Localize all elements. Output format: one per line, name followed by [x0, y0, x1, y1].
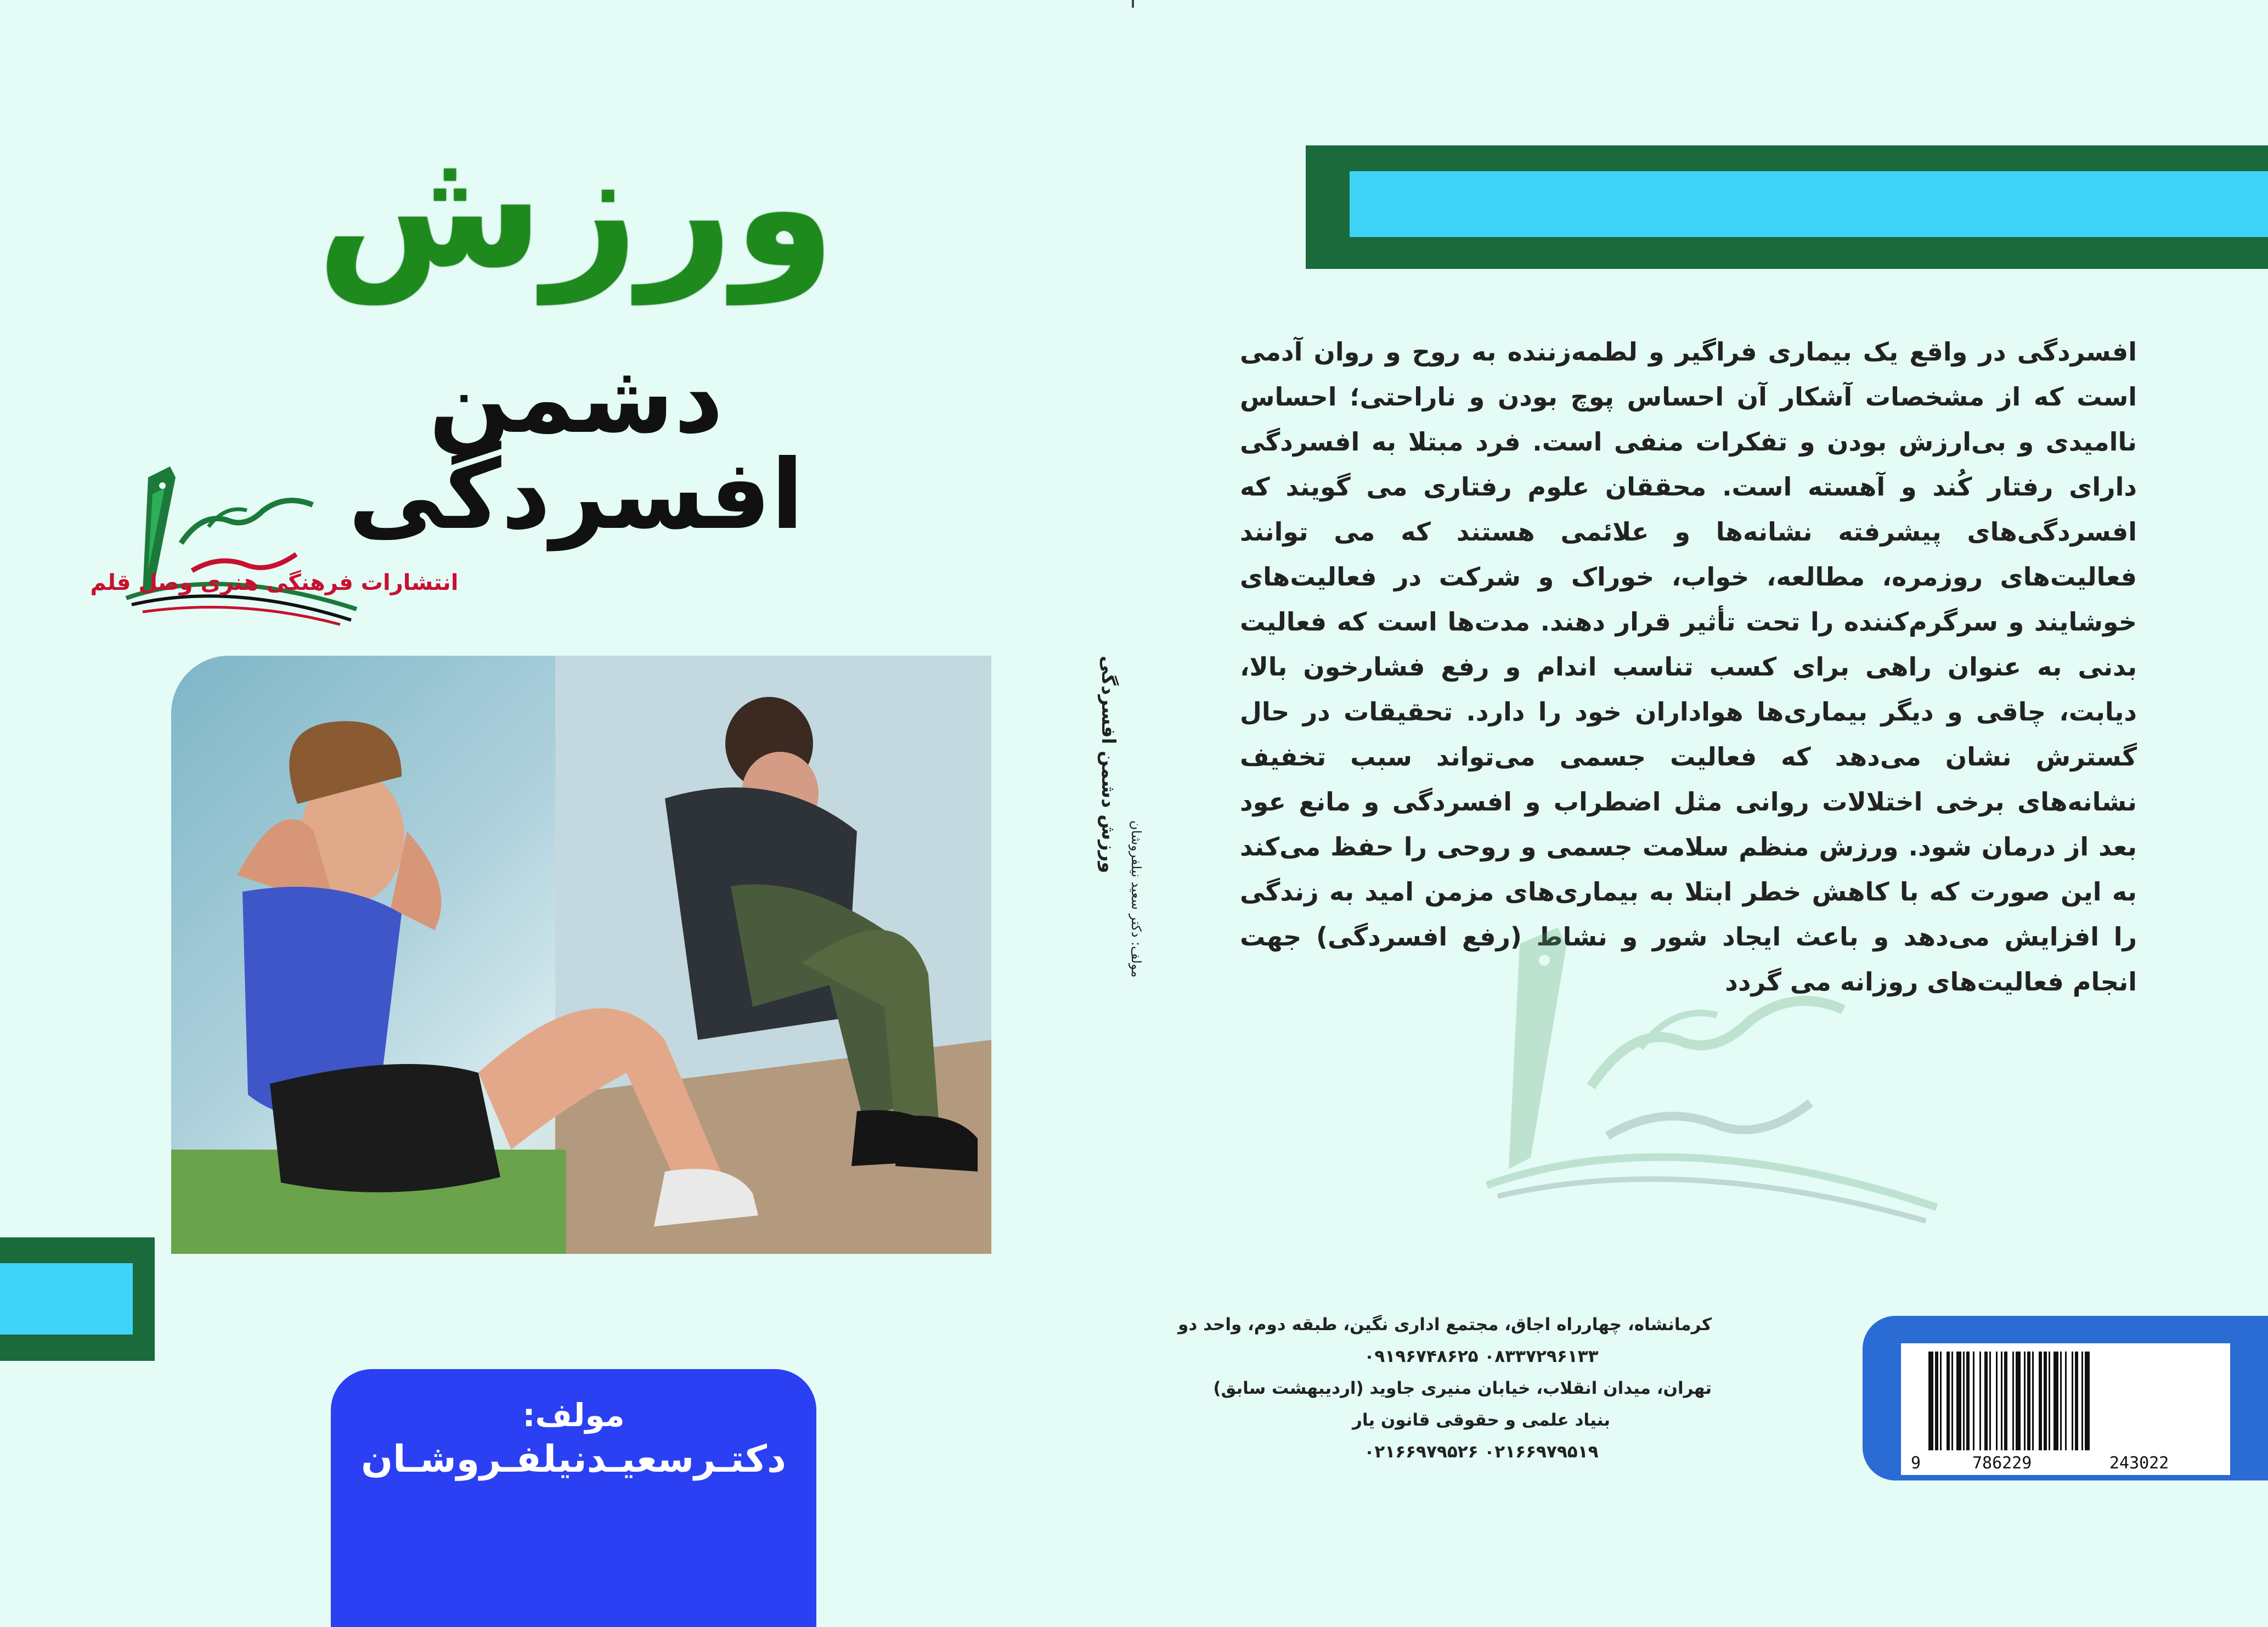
barcode-bar	[2085, 1352, 2090, 1450]
publisher-address	[1178, 1309, 1712, 1468]
publisher-logo	[90, 461, 459, 626]
barcode-bar	[1996, 1352, 1998, 1450]
barcode-bar	[1928, 1352, 1933, 1450]
barcode-bar	[2032, 1352, 2034, 1450]
address-line: بنیاد علمی و حقوقی قانون یار	[1352, 1410, 1611, 1430]
barcode-bar	[2039, 1352, 2042, 1450]
barcode-bar	[1963, 1352, 1965, 1450]
author-label: مولف:	[522, 1397, 625, 1434]
barcode-bar	[2027, 1352, 2030, 1450]
barcode-bar	[1940, 1352, 1942, 1450]
spine-tick	[1132, 0, 1134, 8]
address-line: ۰۸۳۳۷۲۹۶۱۳۳ ۰۹۱۹۶۷۴۸۶۲۵	[1364, 1347, 1599, 1366]
barcode-bar	[1984, 1352, 1988, 1450]
barcode-bar	[1973, 1352, 1974, 1450]
barcode-bar	[1951, 1352, 1953, 1450]
spine-title: ورزش دشمن افسردگی	[1097, 656, 1119, 874]
barcode-bar	[2012, 1352, 2014, 1450]
barcode	[1901, 1343, 2230, 1475]
barcode-bar	[2024, 1352, 2026, 1450]
barcode-bar	[1947, 1352, 1950, 1450]
author-box	[331, 1369, 816, 1627]
back-accent-bar-inner	[1350, 171, 2268, 237]
barcode-bar	[2053, 1352, 2058, 1450]
cover-title: ورزش	[317, 112, 836, 304]
address-line: کرمانشاه، چهارراه اجاق، مجتمع اداری نگین، طبقه دوم، واحد دو	[1178, 1315, 1712, 1335]
spine-author: مولف: دکتر سعید نیلفروشان	[1129, 820, 1144, 978]
publisher-logo-text: انتشارات فرهنگی هنری وصل قلم	[90, 570, 459, 595]
barcode-bar	[2049, 1352, 2050, 1450]
front-accent-bar-inner	[0, 1263, 133, 1335]
barcode-bar	[1979, 1352, 1981, 1450]
barcode-bar	[2016, 1352, 2021, 1450]
barcode-digit-left: 9	[1911, 1454, 1921, 1473]
address-line: تهران، میدان انقلاب، خیابان منیری جاوید (اردیبهشت سابق)	[1213, 1378, 1712, 1398]
barcode-bar	[2060, 1352, 2062, 1450]
back-blurb: افسردگی در واقع یک بیماری فراگیر و لطمه‌زننده به روح و روان آدمی است که از مشخصات آشکار آن احساس پوچ بودن و ناراحتی؛ احساس ناامیدی و بی‌ارزش بودن و تفکرات منفی است. فرد مبتلا به افسردگی دارای رفتار کُند و آهسته است. محققان علوم رفتاری می گویند که افسردگی‌های پیشرفته نشانه‌ها و علائمی هستند که می توانند فعالیت‌های روزمره، مطالعه، خواب، خوراک و شرکت در فعالیت‌های خوشایند و سرگرم‌کننده را تحت تأثیر قرار دهند. مدت‌ها است که فعالیت بدنی به عنوان راهی برای کسب تناسب اندام و رفع فشارخون بالا، دیابت، چاقی و دیگر بیماری‌ها هواداران خود را دارد. تحقیقات در حال گسترش نشان می‌دهد که فعالیت جسمی می‌تواند سبب تخفیف نشانه‌های برخی اختلالات روانی مثل اضطراب و افسردگی و مانع عود بعد از درمان شود. ورزش منظم سلامت جسمی و روحی را حفظ می‌کند به این صورت که با کاهش خطر ابتلا به بیماری‌های مزمن امید به زندگی را افزایش می‌دهد و باعث ایجاد شور و نشاط (رفع افسردگی) جهت انجام فعالیت‌های روزانه می گردد	[1240, 337, 2137, 997]
barcode-bar	[2072, 1352, 2073, 1450]
barcode-bar	[1956, 1352, 1961, 1450]
barcode-digits-right: 243022	[2109, 1454, 2169, 1473]
barcode-bar	[2065, 1352, 2067, 1450]
address-line: ۰۲۱۶۶۹۷۹۵۱۹ ۰۲۱۶۶۹۷۹۵۲۶	[1364, 1442, 1599, 1462]
cover-photo	[171, 656, 991, 1254]
barcode-bar	[2075, 1352, 2078, 1450]
barcode-bar	[1935, 1352, 1938, 1450]
barcode-bar	[2044, 1352, 2047, 1450]
pen-nib-icon	[1509, 927, 1566, 1169]
author-name: دکتـرسعیـدنیلفـروشـان	[361, 1438, 786, 1481]
publisher-watermark	[1454, 922, 1948, 1229]
barcode-bar	[2001, 1352, 2002, 1450]
barcode-bar	[1966, 1352, 1970, 1450]
barcode-bar	[1989, 1352, 1991, 1450]
barcode-digits-mid: 786229	[1972, 1454, 2032, 1473]
barcode-bar	[2081, 1352, 2083, 1450]
cover-subtitle: دشمن افسردگی	[348, 344, 804, 551]
barcode-bar	[2004, 1352, 2007, 1450]
